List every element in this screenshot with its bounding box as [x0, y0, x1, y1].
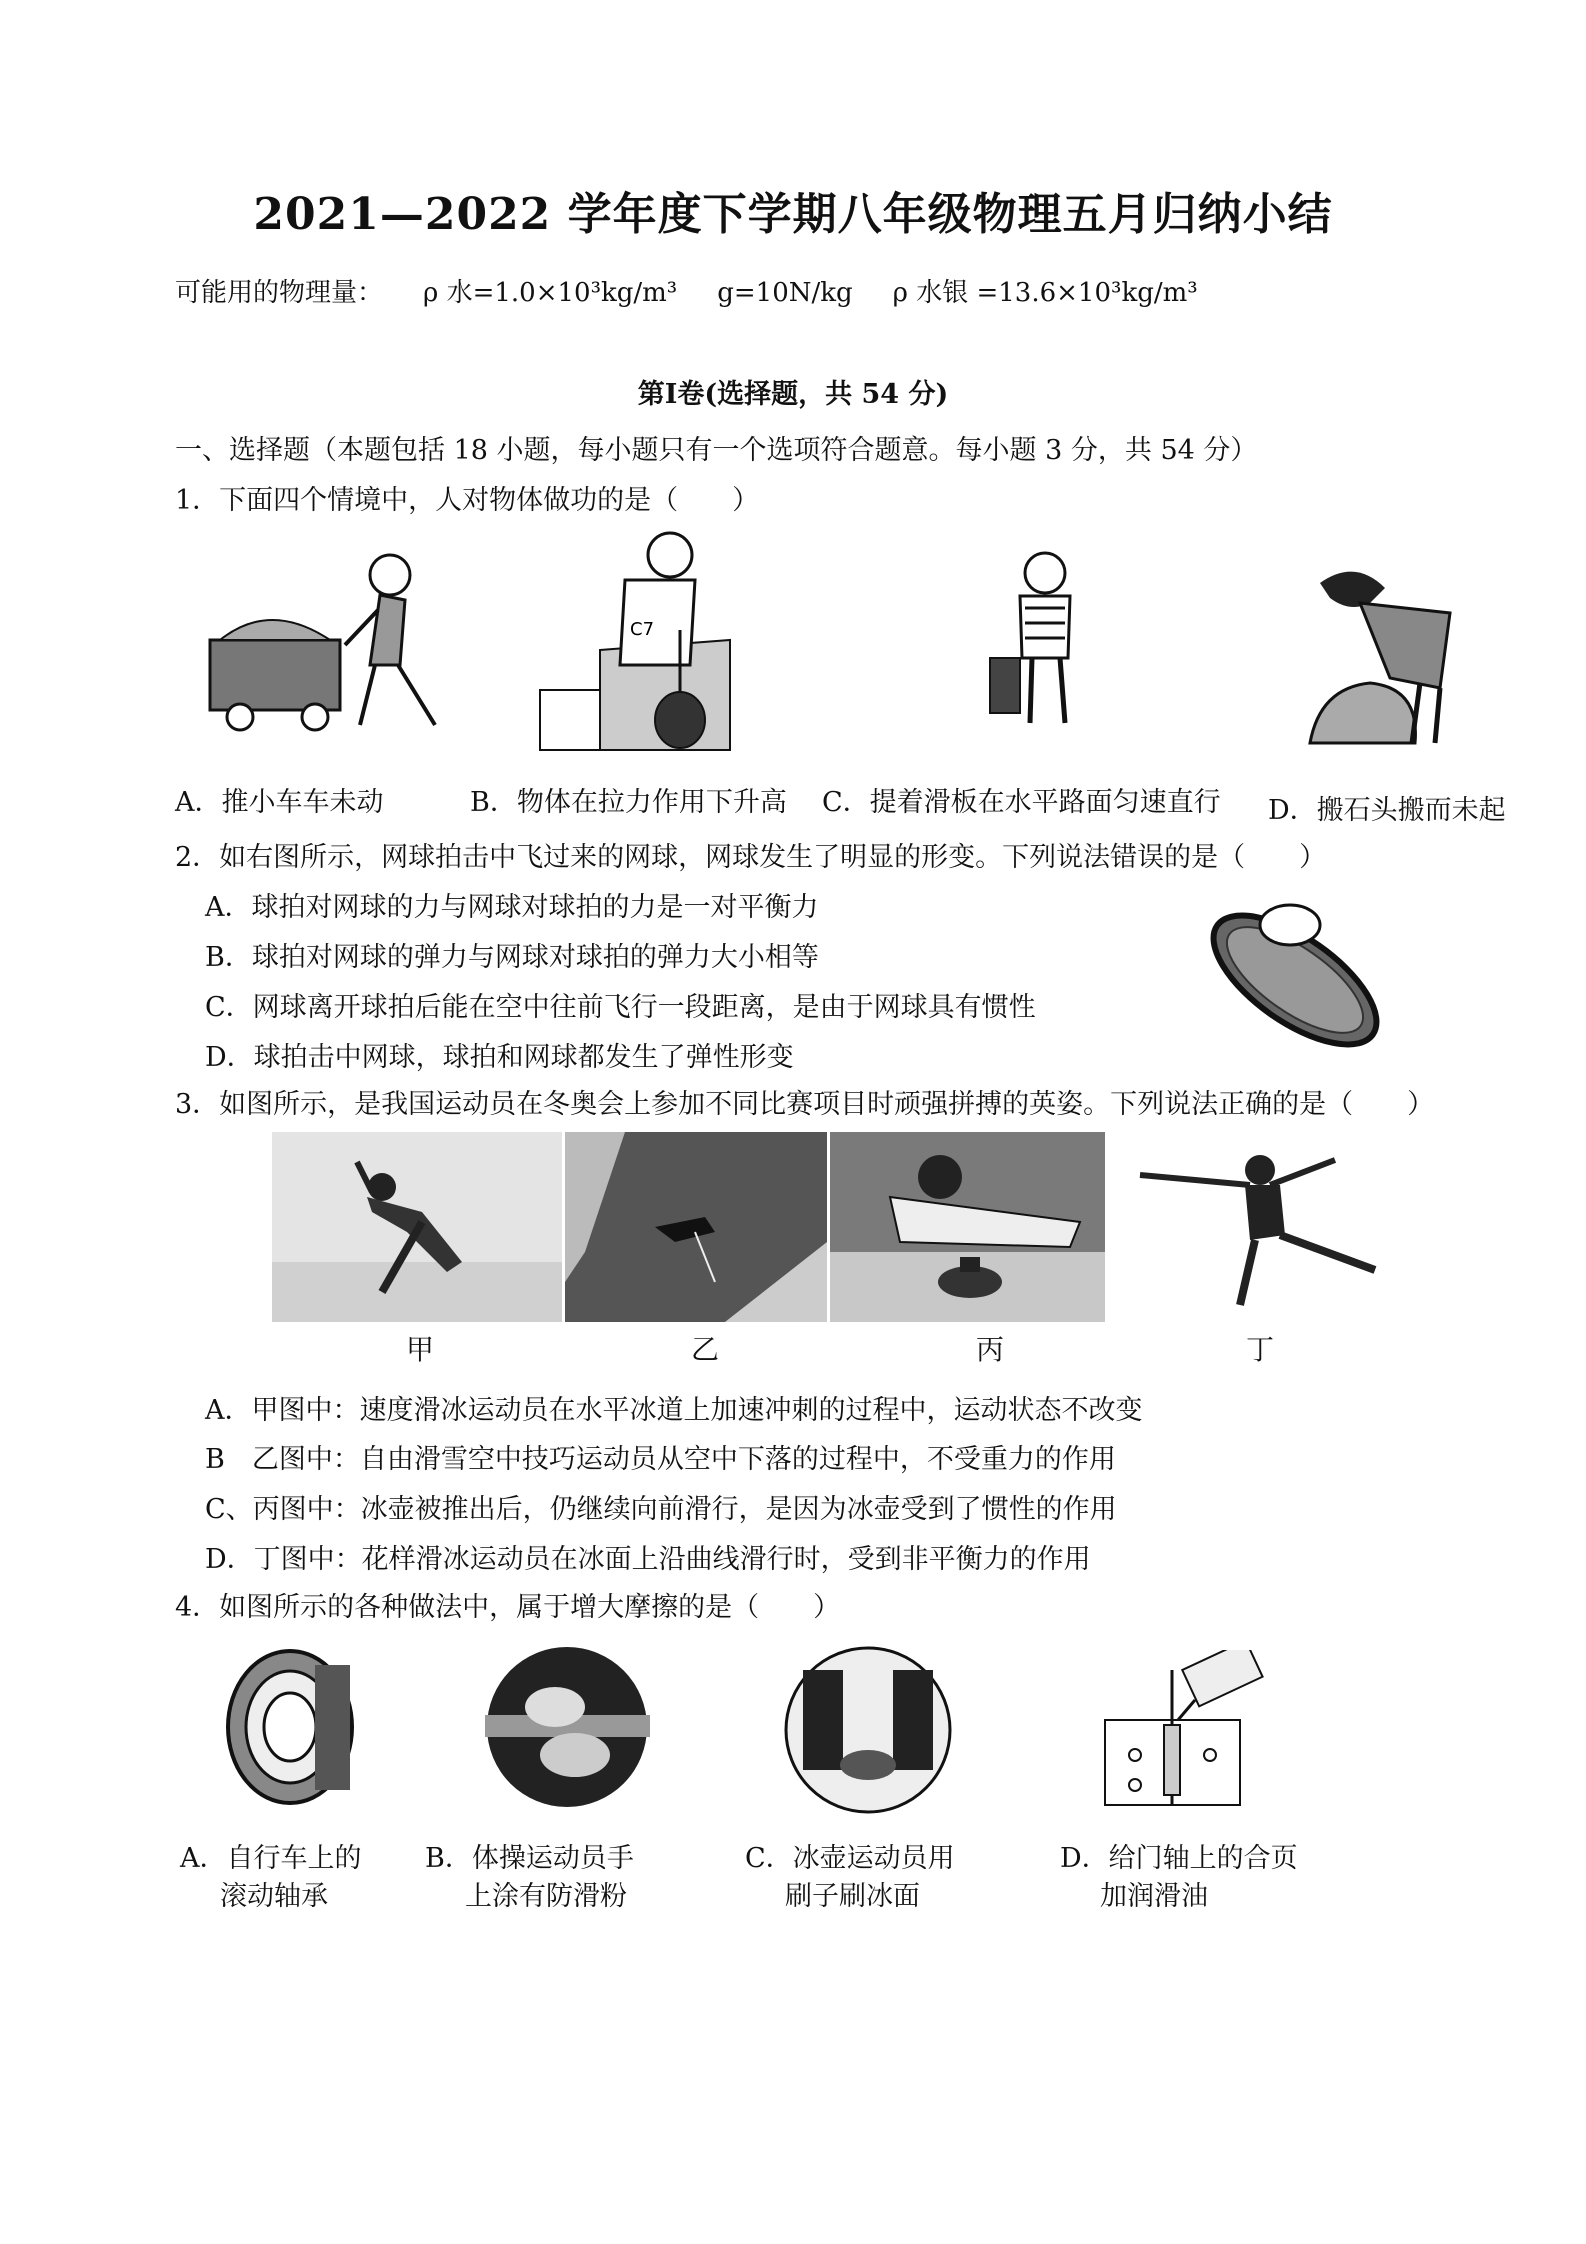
q4-option-c-line1: C．冰壶运动员用 — [745, 1843, 955, 1874]
q3-option-b: B 乙图中：自由滑雪空中技巧运动员从空中下落的过程中，不受重力的作用 — [205, 1444, 1116, 1475]
q3-option-c: C、丙图中：冰壶被推出后，仍继续向前滑行，是因为冰壶受到了惯性的作用 — [205, 1494, 1117, 1525]
q2-stem: 2．如右图所示，网球拍击中飞过来的网球，网球发生了明显的形变。下列说法错误的是（ ） — [175, 842, 1327, 873]
q3-caption-ding: 丁 — [1245, 1333, 1274, 1366]
page-title: 2021—2022 学年度下学期八年级物理五月归纳小结 — [253, 189, 1333, 240]
q1-figure-push-cart — [200, 545, 460, 735]
q4-figure-curling-brush — [783, 1645, 953, 1815]
q2-figure-racket-ball — [1195, 885, 1395, 1070]
q1-figure-label: C7 — [630, 619, 655, 640]
constant-g: g=10N/kg — [717, 278, 853, 308]
q4-option-d — [1060, 1840, 1298, 1916]
q3-figure-curling — [830, 1132, 1105, 1322]
q1-figure-lift-bag — [530, 520, 740, 760]
q4-option-b-line2: 上涂有防滑粉 — [465, 1881, 627, 1912]
q3-caption-jia: 甲 — [405, 1333, 434, 1366]
q1-option-d: D．搬石头搬而未起 — [1268, 795, 1506, 826]
q4-option-a-line2: 滚动轴承 — [220, 1881, 328, 1912]
q4-option-c — [745, 1840, 955, 1916]
q1-figure-lift-stone — [1300, 558, 1480, 748]
q4-option-a — [180, 1840, 362, 1916]
q4-figure-bearing — [215, 1645, 360, 1810]
q3-stem: 3．如图所示，是我国运动员在冬奥会上参加不同比赛项目时顽强拼搏的英姿。下列说法正确的是（ ） — [175, 1089, 1435, 1120]
q1-option-b: B．物体在拉力作用下升高 — [470, 787, 787, 818]
q1-figure-carry-skateboard — [980, 548, 1100, 738]
constant-rho-water: ρ 水=1.0×10³kg/m³ — [423, 278, 678, 308]
constant-rho-mercury: ρ 水银 =13.6×10³kg/m³ — [892, 278, 1198, 308]
q4-option-c-line2: 刷子刷冰面 — [785, 1881, 920, 1912]
q3-figure-figure-skating — [1130, 1140, 1390, 1320]
q1-option-a: A．推小车车未动 — [175, 787, 384, 818]
q1-stem: 1．下面四个情境中，人对物体做功的是（ ） — [175, 485, 760, 516]
q3-caption-yi: 乙 — [690, 1333, 719, 1366]
q4-option-d-line1: D．给门轴上的合页 — [1060, 1843, 1298, 1874]
q3-figure-aerial-skiing — [565, 1132, 827, 1322]
constants-label: 可能用的物理量： — [175, 278, 384, 308]
q2-option-a: A．球拍对网球的力与网球对球拍的力是一对平衡力 — [205, 892, 819, 923]
q2-option-d: D．球拍击中网球，球拍和网球都发生了弹性形变 — [205, 1042, 794, 1073]
section-instructions: 一、选择题（本题包括 18 小题，每小题只有一个选项符合题意。每小题 3 分，共 54 分） — [175, 435, 1258, 466]
q4-option-b-line1: B．体操运动员手 — [425, 1843, 634, 1874]
q3-figure-speed-skating — [272, 1132, 562, 1322]
section-heading: 第Ⅰ卷(选择题，共 54 分) — [637, 379, 949, 410]
q4-option-d-line2: 加润滑油 — [1100, 1881, 1208, 1912]
q2-option-c: C．网球离开球拍后能在空中往前飞行一段距离，是由于网球具有惯性 — [205, 992, 1036, 1023]
q4-option-b — [425, 1840, 634, 1916]
q4-figure-gymnast-hands — [485, 1645, 650, 1810]
q4-figure-door-hinge-oil — [1100, 1650, 1265, 1810]
q3-option-d: D．丁图中：花样滑冰运动员在冰面上沿曲线滑行时，受到非平衡力的作用 — [205, 1544, 1091, 1575]
q3-option-a: A．甲图中：速度滑冰运动员在水平冰道上加速冲刺的过程中，运动状态不改变 — [205, 1395, 1143, 1426]
q3-caption-bing: 丙 — [975, 1333, 1004, 1366]
q4-option-a-line1: A．自行车上的 — [180, 1843, 362, 1874]
q2-option-b: B．球拍对网球的弹力与网球对球拍的弹力大小相等 — [205, 942, 819, 973]
q4-stem: 4．如图所示的各种做法中，属于增大摩擦的是（ ） — [175, 1592, 841, 1623]
constants-line — [175, 272, 1238, 309]
q1-option-c: C．提着滑板在水平路面匀速直行 — [822, 787, 1221, 818]
